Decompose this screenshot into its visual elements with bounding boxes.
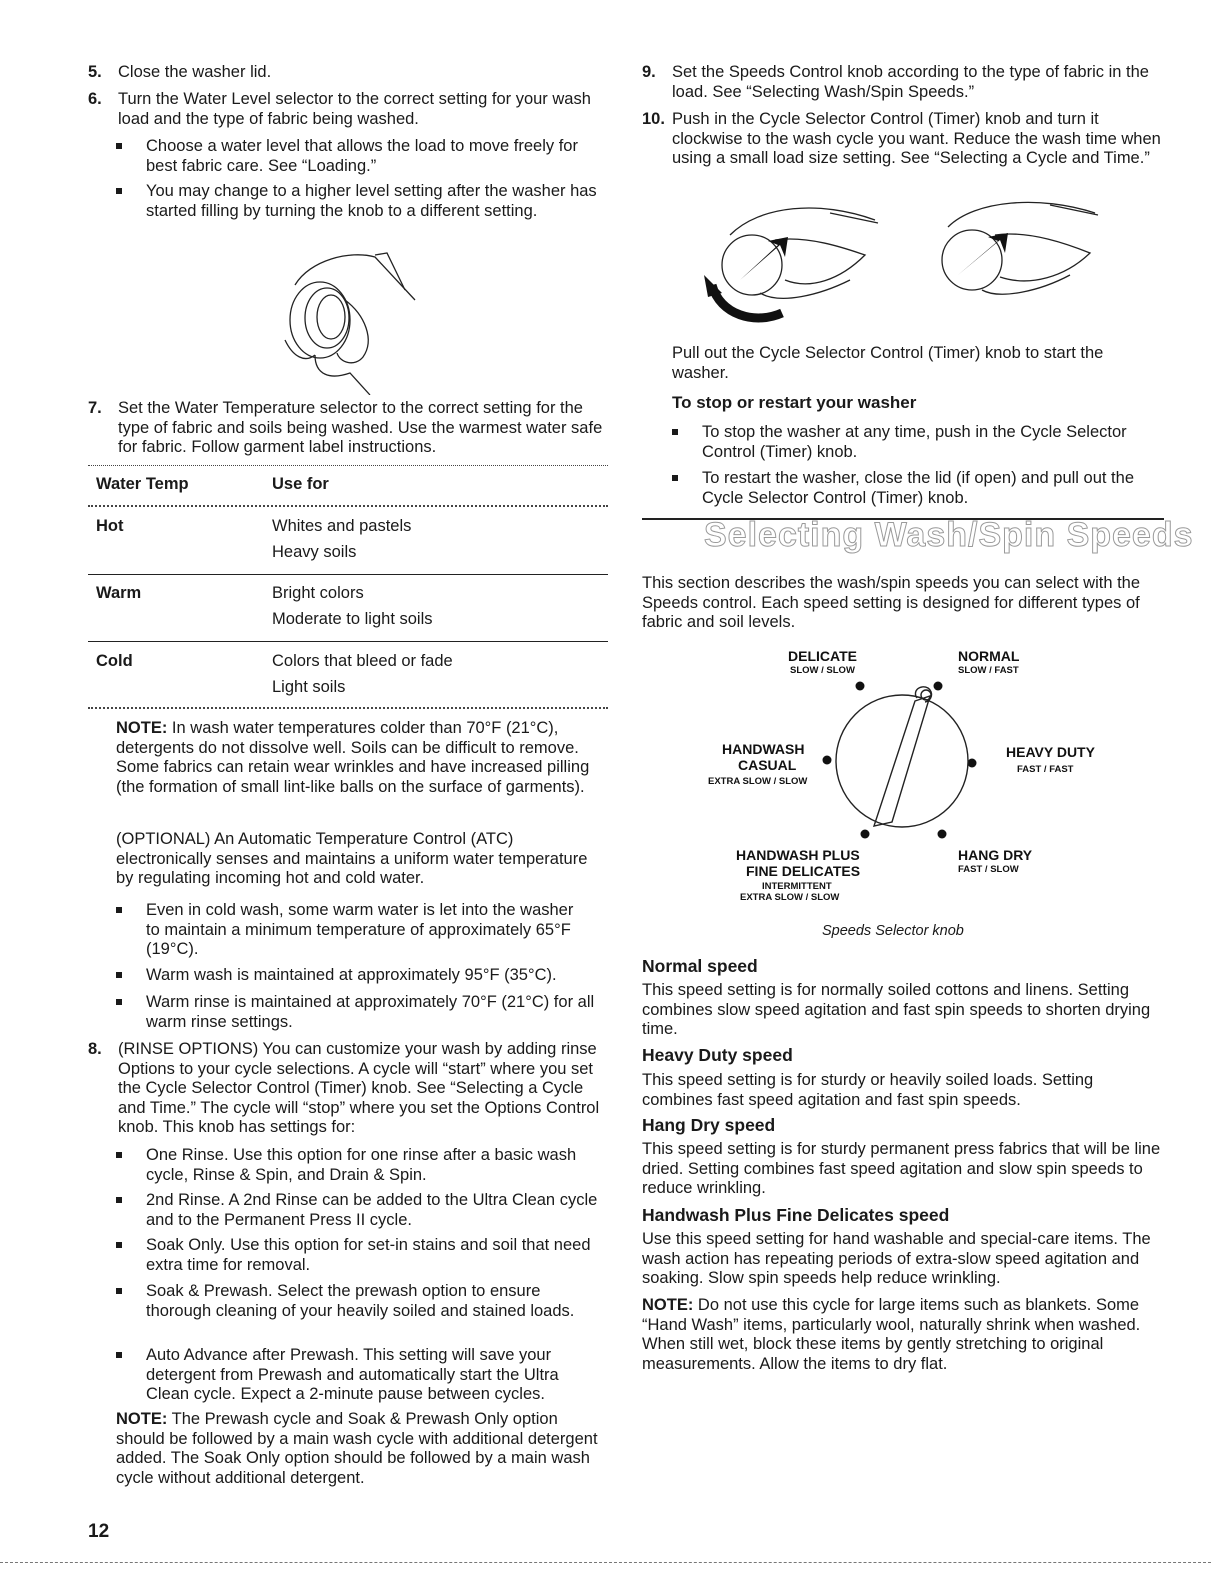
table-cell: Colors that bleed or fade bbox=[272, 652, 453, 670]
speed-text-heavy-duty: This speed setting is for sturdy or heavily soiled loads. Setting combines fast speed agitation and fast spin speeds. bbox=[642, 1071, 1094, 1109]
table-row-temp: Warm bbox=[96, 584, 142, 602]
pull-out-text: Pull out the Cycle Selector Control (Timer) knob to start the washer. bbox=[672, 344, 1104, 382]
dial-dot-normal bbox=[934, 682, 943, 691]
speed-heading-hang-dry: Hang Dry speed bbox=[642, 1115, 776, 1135]
dial-dot-delicate bbox=[856, 682, 865, 691]
dial-sub-normal: SLOW / FAST bbox=[958, 665, 1019, 676]
divider bbox=[88, 465, 608, 466]
divider bbox=[88, 505, 608, 507]
table-cell: Moderate to light soils bbox=[272, 610, 433, 628]
speed-heading-heavy-duty: Heavy Duty speed bbox=[642, 1045, 793, 1065]
section-title: Selecting Wash/Spin Speeds bbox=[704, 516, 1194, 554]
speed-text-hang-dry: This speed setting is for sturdy permanent press fabrics that will be line dried. Setting combines fast speed agitation and slow spin speeds to reduce wrinkling. bbox=[642, 1140, 1161, 1197]
dial-sub-handwash: EXTRA SLOW / SLOW bbox=[708, 776, 808, 787]
dial-label-normal: NORMAL bbox=[958, 648, 1020, 664]
dial-label-handwash-plus: HANDWASH PLUS bbox=[736, 847, 860, 863]
water-level-knob-illustration bbox=[255, 245, 435, 395]
dial-dot-hang-dry bbox=[938, 830, 947, 839]
dial-dot-handwash-plus bbox=[861, 830, 870, 839]
note-prewash: NOTE: The Prewash cycle and Soak & Prewash Only option should be followed by a main wash cycle with additional detergent added. The Soak Only option should be followed by a main wash cycle without additional detergent. bbox=[116, 1410, 598, 1487]
speed-heading-normal: Normal speed bbox=[642, 956, 758, 976]
dial-sub-delicate: SLOW / SLOW bbox=[790, 665, 855, 676]
speed-text-handwash-plus: Use this speed setting for hand washable and special-care items. The wash action has repeating periods of extra-slow speed agitation and soaking. Slow spin speeds help reduce wrinkling. bbox=[642, 1230, 1151, 1287]
stop-restart-heading: To stop or restart your washer bbox=[672, 393, 917, 412]
table-cell: Bright colors bbox=[272, 584, 364, 602]
dial-label-hang-dry: HANG DRY bbox=[958, 847, 1033, 863]
bottom-edge-line bbox=[0, 1562, 1211, 1563]
dial-dot-handwash bbox=[823, 756, 832, 765]
dial-label-heavy-duty: HEAVY DUTY bbox=[1006, 744, 1095, 760]
section-intro: This section describes the wash/spin speeds you can select with the Speeds control. Each speed setting is designed for different types of fabric and soil levels. bbox=[642, 574, 1141, 631]
divider bbox=[88, 574, 608, 575]
dial-label-casual: CASUAL bbox=[738, 757, 797, 773]
page-number: 12 bbox=[88, 1521, 110, 1542]
note-handwash: NOTE: Do not use this cycle for large items such as blankets. Some “Hand Wash” items, particularly wool, naturally shrink when washed. When still wet, block these items by gently stretching to original measurements. Allow the items to dry flat. bbox=[642, 1296, 1141, 1373]
dial-label-fine-delicates: FINE DELICATES bbox=[746, 863, 861, 879]
table-cell: Heavy soils bbox=[272, 543, 357, 561]
table-cell: Light soils bbox=[272, 678, 346, 696]
note-temperature: NOTE: In wash water temperatures colder than 70°F (21°C), detergents do not dissolve well. Soils can be difficult to remove. Some fabrics can retain wear wrinkles and have increased pilling (the formation of small lint-like balls on the surface of garments). bbox=[116, 719, 590, 796]
speed-text-normal: This speed setting is for normally soiled cottons and linens. Setting combines slow speed agitation and fast spin speeds to shorten drying time. bbox=[642, 981, 1151, 1038]
dial-sub-hang-dry: FAST / SLOW bbox=[958, 864, 1019, 875]
column-header-use-for: Use for bbox=[272, 475, 329, 493]
atc-paragraph: (OPTIONAL) An Automatic Temperature Control (ATC) electronically senses and maintains a uniform water temperature by regulating incoming hot and cold water. bbox=[116, 830, 588, 887]
speeds-selector-knob bbox=[820, 676, 990, 846]
table-row-temp: Cold bbox=[96, 652, 133, 670]
dial-sub-heavy-duty: FAST / FAST bbox=[1017, 764, 1074, 775]
dial-label-handwash: HANDWASH bbox=[722, 741, 805, 757]
table-cell: Whites and pastels bbox=[272, 517, 412, 535]
speed-heading-handwash-plus: Handwash Plus Fine Delicates speed bbox=[642, 1205, 950, 1225]
dial-label-intermittent: INTERMITTENT bbox=[762, 881, 832, 892]
table-row-temp: Hot bbox=[96, 517, 124, 535]
dial-caption: Speeds Selector knob bbox=[822, 923, 964, 939]
dial-label-delicate: DELICATE bbox=[788, 648, 857, 664]
divider bbox=[88, 641, 608, 642]
dial-dot-heavy-duty bbox=[968, 759, 977, 768]
column-header-water-temp: Water Temp bbox=[96, 475, 189, 493]
dial-sub-handwash-plus: EXTRA SLOW / SLOW bbox=[740, 892, 840, 903]
push-turn-knob-illustration bbox=[700, 195, 1120, 330]
divider bbox=[88, 707, 608, 709]
